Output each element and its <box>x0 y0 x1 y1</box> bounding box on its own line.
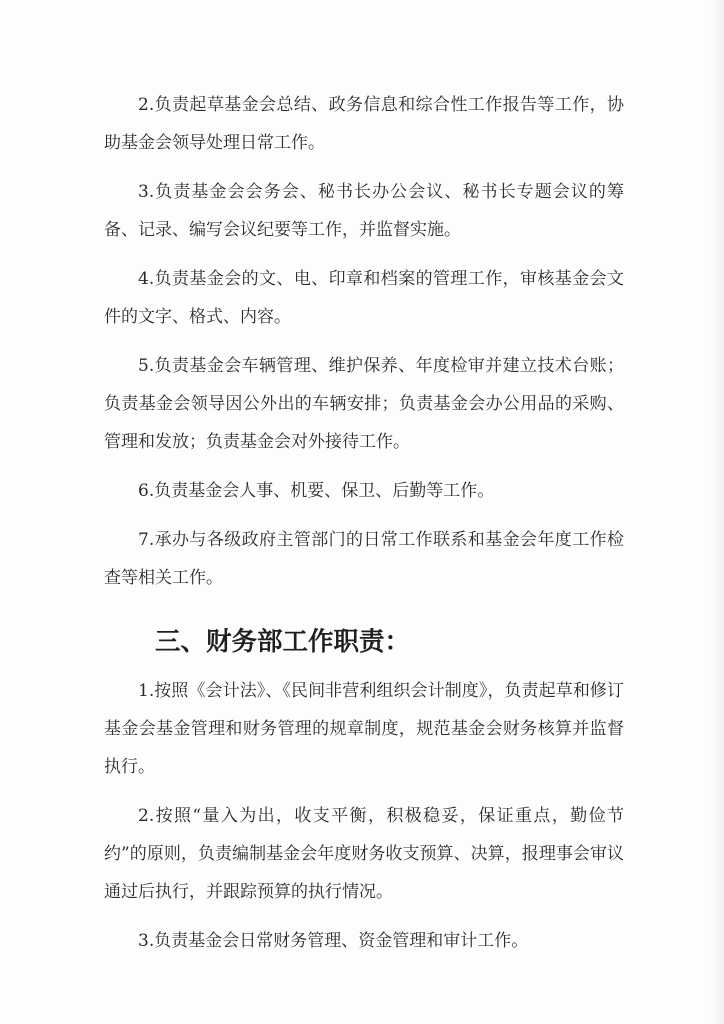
finance-duty-item-3: 3.负责基金会日常财务管理、资金管理和审计工作。 <box>138 931 529 951</box>
office-duty-item-3: 3.负责基金会会务会、秘书长办公会议、秘书长专题会议的筹备、记录、编写会议纪要等工作，并监督实施。 <box>104 182 624 240</box>
scan-edge-shadow <box>710 0 724 1024</box>
office-duty-item-4: 4.负责基金会的文、电、印章和档案的管理工作，审核基金会文件的文字、格式、内容。 <box>104 269 624 327</box>
office-duty-item-7: 7.承办与各级政府主管部门的日常工作联系和基金会年度工作检查等相关工作。 <box>104 530 624 588</box>
document-body <box>104 86 624 971</box>
office-duty-item-5: 5.负责基金会车辆管理、维护保养、年度检审并建立技术台账；负责基金会领导因公外出的车辆安排；负责基金会办公用品的采购、管理和发放；负责基金会对外接待工作。 <box>104 356 624 452</box>
office-duty-item-6: 6.负责基金会人事、机要、保卫、后勤等工作。 <box>138 481 495 501</box>
office-duty-item-2: 2.负责起草基金会总结、政务信息和综合性工作报告等工作，协助基金会领导处理日常工作。 <box>104 95 624 153</box>
section-heading-finance: 三、财务部工作职责： <box>155 627 411 657</box>
finance-duty-item-1: 1.按照《会计法》、《民间非营利组织会计制度》，负责起草和修订基金会基金管理和财务管理的规章制度，规范基金会财务核算并监督执行。 <box>104 681 624 777</box>
finance-duty-item-2: 2.按照“量入为出，收支平衡，积极稳妥，保证重点，勤俭节约”的原则，负责编制基金会年度财务收支预算、决算，报理事会审议通过后执行，并跟踪预算的执行情况。 <box>104 806 624 902</box>
